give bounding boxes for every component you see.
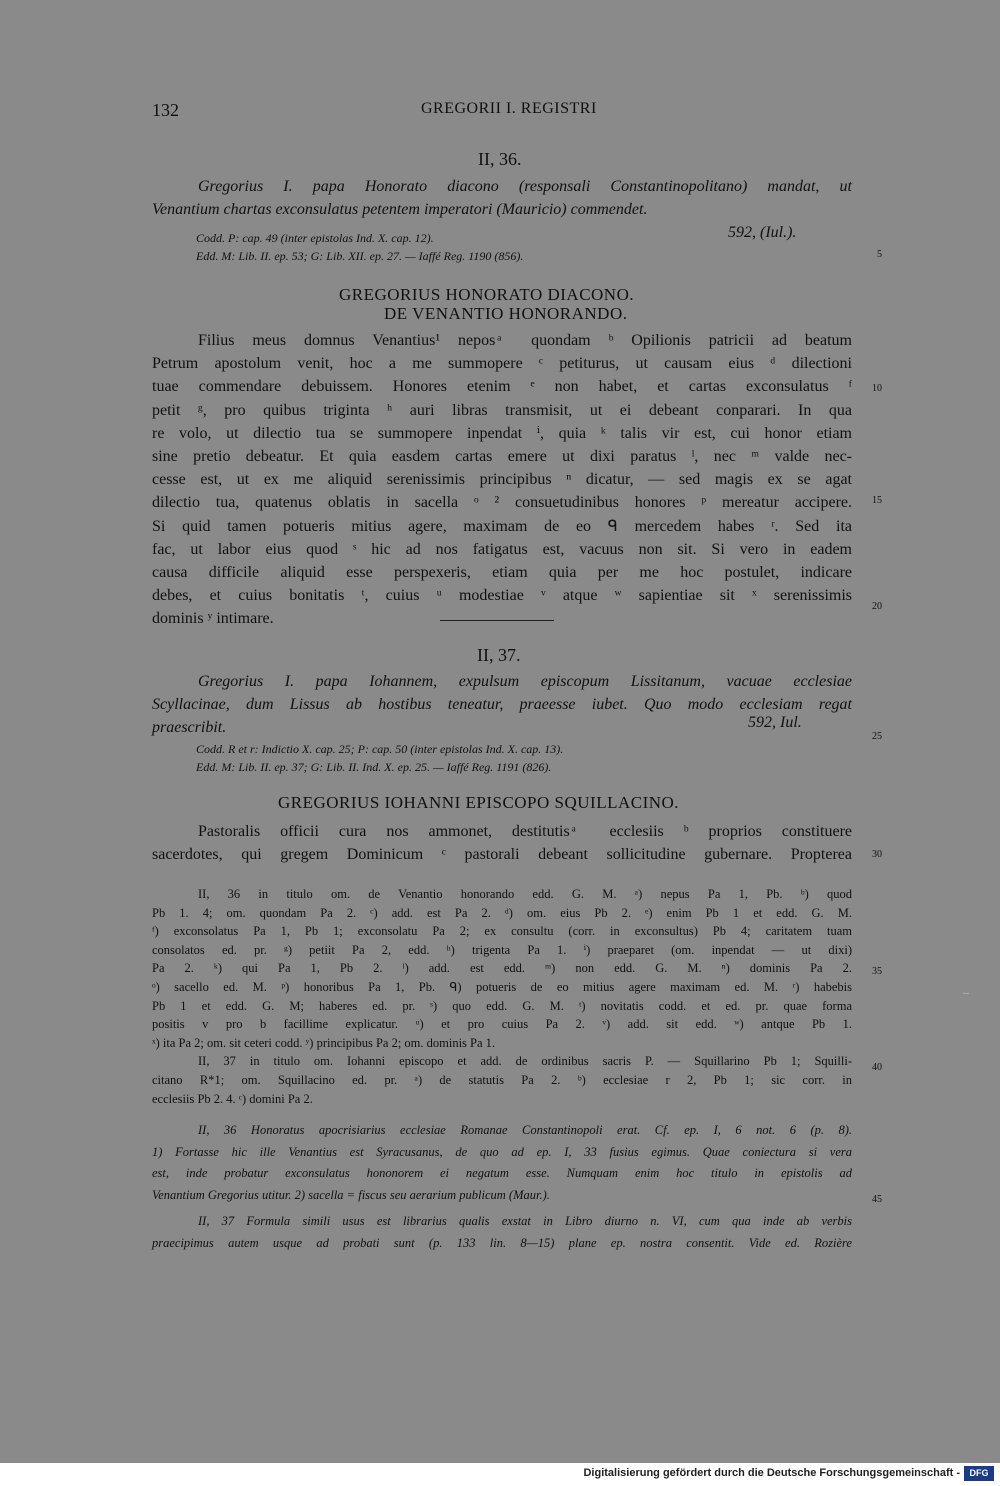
apparatus-line: Pb 1 et edd. G. M; haberes ed. pr. ˢ) quo edd. G. M. ᵗ) novitatis codd. et ed. pr. quae forma (152, 998, 852, 1013)
letter-37-text (152, 820, 852, 866)
commentary-line: est, inde probatur exconsulatus hononorem ei negatum esse. Numquam enim hoc titulo in epistolis ad (152, 1166, 852, 1181)
apparatus-line: ᶠ) exconsolatus Pa 1, Pb 1; exconsolatu Pa 2; ex consultu (corr. in exconsultus) Pb 4; caritatem tuam (152, 924, 852, 939)
footer-credit: Digitalisierung gefördert durch die Deutsche Forschungsgemeinschaft - (583, 1467, 960, 1479)
commentary-line: II, 36 Honoratus apocrisiarius ecclesiae Romanae Constantinopoli erat. Cf. ep. I, 6 not. 6 (p. 8). (198, 1123, 852, 1137)
letter-36-codd: Codd. P: cap. 49 (inter epistolas Ind. X. cap. 12). (196, 231, 434, 245)
letter-37-summary (152, 670, 852, 739)
letter-36-title: GREGORIUS HONORATO DIACONO. (339, 285, 635, 304)
apparatus-line: ˣ) ita Pa 2; om. sit ceteri codd. ʸ) principibus Pa 2; om. dominis Pa 1. (152, 1035, 496, 1050)
dfg-logo-icon: DFG (964, 1466, 994, 1481)
line-number: 20 (872, 601, 882, 612)
critical-apparatus (152, 885, 852, 1108)
commentary-line: Venantium Gregorius utitur. 2) sacella = fiscus seu aerarium publicum (Maur.). (152, 1187, 550, 1202)
digitization-footer (0, 1463, 1000, 1486)
commentary-line: 1) Fortasse hic ille Venantius est Syracusanus, de quo ad ep. I, 33 fusius egimus. Quae coniectura si vera (152, 1144, 852, 1159)
text-line: fac, ut labor eius quod ˢ hic ad nos fatigatus est, vacuus non sit. Si vero in eadem (152, 540, 852, 558)
text-line: causa difficile aliquid esse perspexeris, etiam quia per me hoc postulet, indicare (152, 564, 852, 582)
line-number: 35 (872, 966, 882, 977)
text-line: re volo, ut dilectio tua se summopere inpendat ⁱ, quia ᵏ talis vir est, cui honor etiam (152, 424, 852, 442)
text-line: debes, et cuius bonitatis ᵗ, cuius ᵘ modestiae ᵛ atque ʷ sapientiae sit ˣ serenissimis (152, 587, 852, 605)
summary-line: praescribit. (152, 719, 227, 736)
text-line: Filius meus domnus Venantius¹ nepos ͣ quondam ᵇ Opilionis patricii ad beatum (198, 332, 852, 349)
line-number: 10 (872, 383, 882, 394)
letter-36-edd: Edd. M: Lib. II. ep. 53; G: Lib. XII. ep. 27. — Iaffé Reg. 1190 (856). (196, 249, 524, 263)
line-number: 15 (872, 495, 882, 506)
apparatus-line: citano R*1; om. Squillacino ed. pr. ᵃ) de statutis Pa 2. ᵇ) ecclesiae r 2, Pb 1; sic corr. in (152, 1072, 852, 1087)
letter-37-edd: Edd. M: Lib. II. ep. 37; G: Lib. II. Ind. X. ep. 25. — Iaffé Reg. 1191 (826). (196, 760, 552, 774)
text-line: cesse est, ut ex me aliquid serenissimis principibus ⁿ dicatur, — sed magis ex se agat (152, 471, 852, 489)
text-line: tuae commendare debuissem. Honores etenim ᵉ non habet, et cartas exconsulatus ᶠ (152, 378, 852, 396)
text-line: Si quid tamen potueris mitius agere, maximam de eo ᑫ mercedem habes ʳ. Sed ita (152, 517, 852, 535)
commentary-line: praecipimus autem usque ad probati sunt (p. 133 lin. 8—15) plane ep. nostra consentit. Vide ed. Rozière (152, 1235, 852, 1250)
line-number: 30 (872, 849, 882, 860)
apparatus-line: II, 37 in titulo om. Iohanni episcopo et add. de ordinibus sacris P. — Squillarino Pb 1; Squilli- (198, 1054, 852, 1069)
letter-36-date: 592, (Iul.). (728, 224, 797, 241)
letter-36-text (152, 329, 852, 631)
letter-36-subtitle: DE VENANTIO HONORANDO. (384, 304, 628, 323)
page-number: 132 (152, 100, 179, 120)
apparatus-line: Pb 1. 4; om. quondam Pa 2. ᶜ) add. est Pa 2. ᵈ) om. eius Pb 2. ᵉ) enim Pb 1 et edd. G. M. (152, 905, 852, 920)
text-line: dilectio tua, quatenus oblatis in sacella ᵒ ² consuetudinibus honores ᵖ mereatur accipere. (152, 494, 852, 512)
letter-36-number: II, 36. (478, 149, 522, 169)
line-number: 5 (877, 249, 882, 260)
apparatus-line: Pa 2. ᵏ) qui Pa 1, Pb 2. ˡ) add. est edd. ᵐ) non edd. G. M. ⁿ) dominis Pa 2. (152, 961, 852, 976)
text-line: Pastoralis officii cura nos ammonet, destitutis ͣ ecclesiis ᵇ proprios constituere (198, 823, 852, 840)
letter-36-summary (152, 175, 852, 221)
line-number: 40 (872, 1062, 882, 1073)
text-line: petit ᵍ, pro quibus triginta ʰ auri libras transmisit, ut ei debeant conparari. In qua (152, 401, 852, 419)
text-line: Petrum apostolum venit, hoc a me summopere ᶜ petiturus, ut causam eius ᵈ dilectioni (152, 355, 852, 373)
line-number: 45 (872, 1194, 882, 1205)
apparatus-line: positis v pro b facillime explicatur. ᵘ) et pro cuius Pa 2. ᵛ) add. sit edd. ʷ) antque Pb 1. (152, 1017, 852, 1032)
letter-37-number: II, 37. (477, 645, 521, 665)
section-rule (440, 620, 554, 621)
summary-line: Gregorius I. papa Iohannem, expulsum episcopum Lissitanum, vacuae ecclesiae (198, 673, 852, 690)
apparatus-line: consolatos ed. pr. ᵍ) petiit Pa 2, edd. ʰ) trigenta Pa 1. ⁱ) praeparet (om. inpendat — ut dixi) (152, 942, 852, 957)
summary-line: Gregorius I. papa Honorato diacono (responsali Constantinopolitano) mandat, ut (198, 178, 852, 195)
text-line: dominis ʸ intimare. (152, 610, 274, 628)
apparatus-line: ecclesiis Pb 2. 4. ᶜ) domini Pa 2. (152, 1091, 313, 1106)
summary-line: Venantium chartas exconsulatus petentem imperatori (Mauricio) commendet. (152, 201, 648, 218)
letter-37-title: GREGORIUS IOHANNI EPISCOPO SQUILLACINO. (278, 793, 680, 812)
text-line: sine pretio debeatur. Et quia easdem cartas emere ut dixi paratus ˡ, nec ᵐ valde nec- (152, 448, 852, 466)
letter-37-date: 592, Iul. (748, 714, 802, 731)
apparatus-line: II, 36 in titulo om. de Venantio honorando edd. G. M. ᵃ) nepus Pa 1, Pb. ᵇ) quod (198, 887, 852, 901)
text-line: sacerdotes, qui gregem Dominicum ᶜ pastorali debeant sollicitudine gubernare. Propterea (152, 846, 852, 864)
summary-line: Scyllacinae, dum Lissus ab hostibus teneatur, praeesse iubet. Quo modo ecclesiam regat (152, 696, 852, 713)
running-title: GREGORII I. REGISTRI (421, 100, 597, 117)
letter-37-codd: Codd. R et r: Indictio X. cap. 25; P: cap. 50 (inter epistolas Ind. X. cap. 13). (196, 742, 564, 756)
line-number: 25 (872, 731, 882, 742)
commentary-notes (152, 1121, 852, 1253)
commentary-line: II, 37 Formula simili usus est librarius qualis exstat in Libro diurno n. VI, cum qua inde ab verbis (198, 1214, 852, 1229)
apparatus-line: ᵒ) sacello ed. M. ᵖ) honoribus Pa 1, Pb. ᑫ) potueris de eo mitius agere maximam ed. M. ʳ) habebis (152, 979, 852, 994)
scan-mark (963, 993, 969, 994)
